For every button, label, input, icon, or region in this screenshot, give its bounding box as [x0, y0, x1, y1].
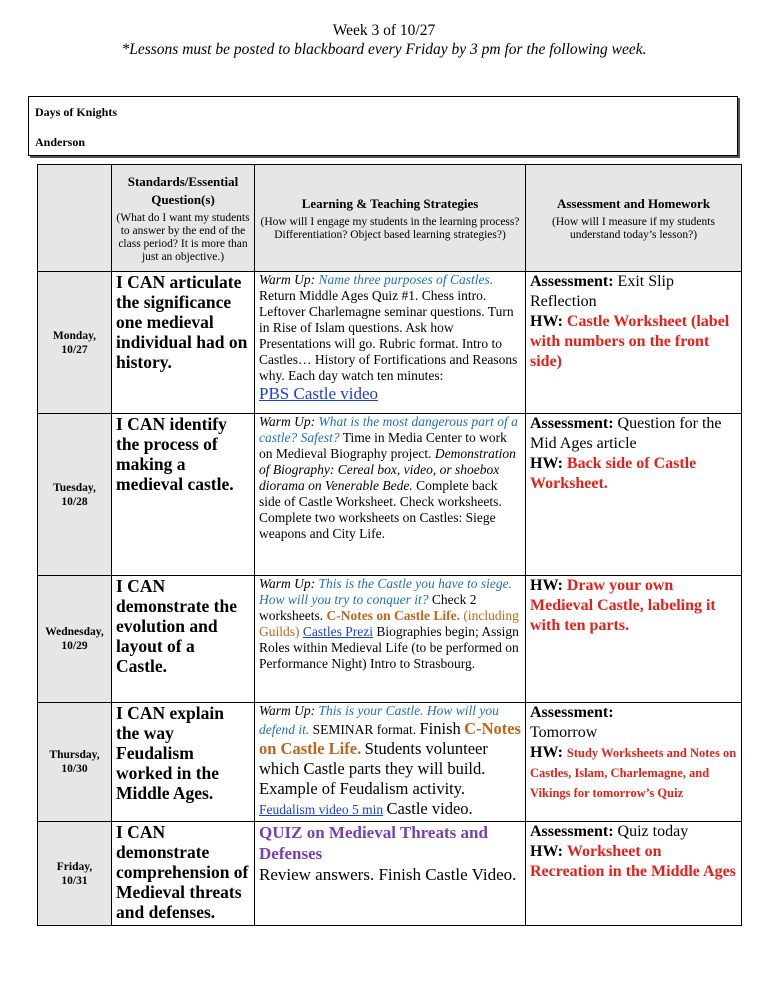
castle-video-text: Castle video. — [386, 799, 473, 818]
header-blank-cell — [38, 165, 112, 272]
quiz-title: QUIZ on Medieval Threats and Defenses — [259, 823, 488, 863]
demonstration-text: Demonstration of Biography: Cereal box, video, or shoebox diorama on Venerable Bede. — [259, 446, 516, 493]
warmup-label: Warm Up: — [259, 576, 316, 591]
day-label: Tuesday, — [53, 481, 96, 494]
day-label: Monday, — [52, 329, 97, 342]
warmup-label: Warm Up: — [259, 272, 316, 287]
assessment-thursday — [526, 703, 742, 822]
header-assessment — [526, 165, 742, 272]
table-row-friday — [38, 822, 742, 926]
strategy-body: Students volunteer which Castle parts they will build. Example of Feudalism activity. — [259, 739, 488, 798]
hw-label: HW: — [530, 577, 563, 594]
day-cell-friday — [38, 822, 112, 926]
header-strategies — [255, 165, 526, 272]
hw-text: Back side of Castle Worksheet. — [530, 455, 697, 492]
assessment-label: Assessment: — [530, 823, 614, 840]
day-date: 10/30 — [61, 763, 88, 775]
assessment-title: Assessment and Homework — [556, 195, 711, 211]
assessment-label: Assessment: — [530, 273, 614, 290]
teacher-name: Anderson — [35, 135, 86, 149]
course-name: Days of Knights — [35, 105, 118, 119]
warmup-text: This is your Castle. How will you defend it. — [259, 703, 499, 737]
seminar-text: SEMINAR format. — [312, 722, 417, 737]
page-subtitle: *Lessons must be posted to blackboard every Friday by 3 pm for the following week. — [121, 41, 647, 58]
lesson-plan-table — [37, 164, 742, 926]
hw-label: HW: — [530, 744, 563, 761]
hw-label: HW: — [530, 455, 563, 472]
assessment-text: Exit Slip Reflection — [530, 273, 674, 310]
ican-thursday: I CAN explain the way Feudalism worked in the Middle Ages. — [112, 703, 255, 822]
standards-title: Standards/Essential Question(s) — [127, 173, 239, 207]
assessment-monday — [526, 272, 742, 414]
strategy-tuesday — [255, 414, 526, 576]
hw-label: HW: — [530, 313, 563, 330]
cnotes-text: C-Notes on Castle Life. — [326, 608, 460, 623]
hw-text: Castle Worksheet (label with numbers on the front side) — [530, 313, 730, 370]
strategy-body-2: Complete back side of Castle Worksheet. Check worksheets. Complete two worksheets on Castles: Siege weapons and City Life. — [259, 478, 502, 541]
assessment-friday — [526, 822, 742, 926]
day-label: Thursday, — [49, 749, 100, 761]
assessment-wednesday — [526, 576, 742, 703]
finish-text: Finish — [419, 719, 461, 738]
course-info-box — [28, 96, 738, 156]
warmup-text: This is the Castle you have to siege. How will you try to conquer it? — [259, 576, 512, 607]
strategy-friday — [255, 822, 526, 926]
assessment-label: Assessment: — [530, 704, 614, 721]
standards-note: (What do I want my students to answer by the end of the class period? It is more than just an objective.) — [116, 211, 250, 263]
hw-text: Worksheet on Recreation in the Middle Ages — [530, 843, 736, 880]
pbs-castle-video-link[interactable]: PBS Castle video — [259, 384, 379, 403]
warmup-label: Warm Up: — [259, 414, 316, 429]
day-cell-thursday — [38, 703, 112, 822]
table-row-wednesday — [38, 576, 742, 703]
strategies-title: Learning & Teaching Strategies — [301, 195, 479, 211]
table-row-thursday — [38, 703, 742, 822]
strategies-note: (How will I engage my students in the learning process? Differentiation? Object based learning strategies?) — [260, 215, 520, 241]
day-cell-wednesday — [38, 576, 112, 703]
strategy-body: Check 2 worksheets. — [259, 592, 477, 623]
strategy-body: Return Middle Ages Quiz #1. Chess intro. Leftover Charlemagne seminar questions. Turn in Rise of Islam questions. Ask how Presentations will go. Rubric format. Intro to Castles… History of Fortifications and Reasons why. Each day watch ten minutes: — [259, 288, 518, 383]
assessment-tuesday — [526, 414, 742, 576]
strategy-wednesday — [255, 576, 526, 703]
day-label: Wednesday, — [45, 626, 104, 638]
strategy-thursday — [255, 703, 526, 822]
hw-text: Draw your own Medieval Castle, labeling it with ten parts. — [530, 577, 716, 634]
hw-text: Study Worksheets and Notes on Castles, Islam, Charlemagne, and Vikings for tomorrow’s Quiz — [530, 746, 737, 800]
cnotes-subtext: (including Guilds) — [259, 608, 519, 639]
table-row-tuesday — [38, 414, 742, 576]
warmup-text: What is the most dangerous part of a castle? Safest? — [259, 414, 518, 445]
assessment-text: Quiz today — [617, 823, 689, 840]
warmup-label: Warm Up: — [259, 703, 316, 718]
day-date: 10/27 — [61, 343, 88, 356]
ican-friday: I CAN demonstrate comprehension of Medieval threats and defenses. — [112, 822, 255, 926]
cnotes-text: C-Notes on Castle Life. — [259, 719, 521, 758]
day-date: 10/28 — [61, 495, 88, 508]
day-cell-monday — [38, 272, 112, 414]
strategy-body-2: Biographies begin; Assign Roles within Medieval Life (to be performed on Performance Night) Intro to Strasbourg. — [259, 624, 519, 671]
table-row-monday — [38, 272, 742, 414]
day-label: Friday, — [56, 860, 93, 873]
strategy-monday — [255, 272, 526, 414]
assessment-text: Question for the Mid Ages article — [530, 415, 722, 452]
assessment-note: (How will I measure if my students understand today’s lesson?) — [552, 215, 715, 241]
page-title: Week 3 of 10/27 — [332, 22, 436, 39]
ican-monday: I CAN articulate the significance one medieval individual had on history. — [112, 272, 255, 414]
ican-tuesday: I CAN identify the process of making a medieval castle. — [112, 414, 255, 576]
ican-wednesday: I CAN demonstrate the evolution and layout of a Castle. — [112, 576, 255, 703]
warmup-text: Name three purposes of Castles. — [318, 272, 494, 287]
castles-prezi-link[interactable]: Castles Prezi — [302, 624, 373, 639]
strategy-body: Review answers. Finish Castle Video. — [259, 865, 517, 884]
day-date: 10/29 — [61, 640, 88, 652]
hw-label: HW: — [530, 843, 563, 860]
feudalism-video-link[interactable]: Feudalism video 5 min — [259, 802, 384, 817]
assessment-text: Tomorrow — [530, 724, 598, 741]
table-header-row — [38, 165, 742, 272]
day-cell-tuesday — [38, 414, 112, 576]
header-standards — [112, 165, 255, 272]
assessment-label: Assessment: — [530, 415, 614, 432]
day-date: 10/31 — [61, 874, 88, 887]
strategy-body: Time in Media Center to work on Medieval Biography project. — [259, 430, 507, 461]
